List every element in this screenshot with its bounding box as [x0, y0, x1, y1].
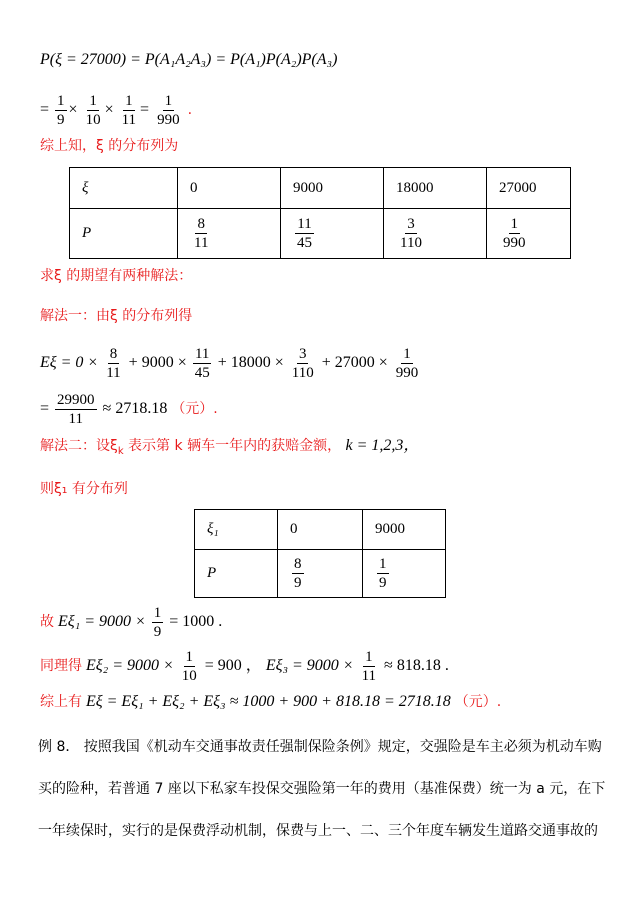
table-row: [195, 510, 446, 550]
expression: ≈ 2718.18: [102, 400, 168, 418]
fraction: $\frac{29900}{11}$: [57, 392, 95, 427]
fraction: $\frac{8}{11}$: [194, 216, 209, 251]
fraction: $\frac{11}{45}$: [297, 216, 312, 251]
table-cell-head: P: [70, 209, 178, 259]
fraction: $\frac{1}{11}$: [361, 649, 377, 684]
table-row: [70, 168, 571, 209]
table-cell: [278, 550, 363, 598]
table-cell: 0: [278, 510, 363, 550]
table-cell: [178, 209, 281, 259]
equals-sign: =: [40, 101, 50, 119]
expression: Eξ₁ = 9000 ×: [58, 613, 146, 631]
fraction: $\frac{3}{110}$: [291, 346, 314, 381]
table-cell: [281, 209, 384, 259]
expression: Eξ = 0 ×: [40, 354, 99, 372]
unit-label: （元）.: [454, 694, 502, 710]
fraction: $\frac{1}{990}$: [503, 216, 526, 251]
expression: Eξ = Eξ₁ + Eξ₂ + Eξ₃ ≈ 1000 + 900 + 818.18 = 2718.18: [86, 693, 451, 710]
fraction: $\frac{1}{10}$: [181, 649, 197, 684]
table-cell-head: P: [195, 550, 278, 598]
fraction: $\frac{1}{9}$: [153, 605, 162, 640]
table-cell: [487, 209, 571, 259]
fraction: $\frac{8}{11}$: [106, 346, 121, 381]
equation-e-xi1: [40, 604, 222, 641]
fraction: $\frac{1}{9}$: [379, 556, 387, 591]
equation-e-xi2-xi3: [40, 648, 449, 685]
table-cell: [384, 209, 487, 259]
fraction: $\frac{1}{11}$: [121, 93, 137, 128]
fraction: $\frac{1}{10}$: [85, 93, 101, 128]
fraction: $\frac{1}{990}$: [157, 93, 180, 128]
equation-total: [40, 692, 501, 712]
expression: + 9000 ×: [128, 354, 187, 372]
text: 表示第 k 辆车一年内的获赔金额，: [123, 438, 342, 454]
expression: = 1000 .: [169, 613, 223, 631]
table-cell-head: ξ₁: [195, 510, 278, 550]
unit-label: （元）.: [171, 401, 218, 418]
expression: + 18000 ×: [217, 354, 284, 372]
label: 同理得: [40, 658, 82, 675]
label: 综上有: [40, 694, 82, 710]
fraction: $\frac{11}{45}$: [194, 346, 210, 381]
table-cell: 9000: [281, 168, 384, 209]
equation-p-27000: P(ξ = 27000) = P(A₁A₂A₃) = P(A₁)P(A₂)P(A₃): [40, 51, 338, 68]
example-line-3: 一年续保时，实行的是保费浮动机制，保费与上一、二、三个年度车辆发生道路交通事故的: [38, 823, 598, 839]
table-cell: 27000: [487, 168, 571, 209]
table-row: [70, 209, 571, 259]
method1-heading: 解法一：由ξ 的分布列得: [40, 308, 193, 324]
method2-heading: [40, 436, 419, 462]
expression: ≈ 818.18 .: [384, 657, 449, 675]
fraction: $\frac{1}{9}$: [57, 93, 65, 128]
fraction: $\frac{3}{110}$: [400, 216, 422, 251]
expression: Eξ₂ = 9000 ×: [86, 657, 174, 675]
range-expression: k = 1,2,3，: [345, 437, 420, 454]
expression: = 900 ，: [204, 657, 262, 675]
subscript: k: [117, 445, 124, 457]
equation-result: [40, 391, 218, 428]
expectation-heading: 求ξ 的期望有两种解法：: [40, 268, 193, 284]
equation-product: = $\frac{1}{9}$ × $\frac{1}{10}$ × $\frac{1}{11}$ = $\frac{1}{990}$ .: [40, 93, 193, 128]
distribution-table-xi: [69, 167, 571, 259]
table-cell: [363, 550, 446, 598]
expression: + 27000 ×: [321, 354, 388, 372]
table-cell: 9000: [363, 510, 446, 550]
then-heading: 则ξ₁ 有分布列: [40, 481, 128, 497]
fraction: $\frac{1}{990}$: [395, 346, 419, 381]
fraction: $\frac{8}{9}$: [294, 556, 302, 591]
example-line-2: 买的险种，若普通 7 座以下私家车投保交强险第一年的费用（基准保费）统一为 a 元，在下: [38, 781, 606, 797]
equals-sign: =: [40, 400, 50, 418]
distribution-table-xi1: [194, 509, 446, 598]
text: 解法二：设ξ: [40, 438, 118, 454]
equation-expectation: [40, 345, 422, 382]
label: 故: [40, 614, 54, 631]
example-line-1: 例 8． 按照我国《机动车交通事故责任强制保险条例》规定，交强险是车主必须为机动车购: [38, 739, 602, 755]
table-cell: 0: [178, 168, 281, 209]
table-cell-head: ξ: [70, 168, 178, 209]
period: .: [187, 102, 193, 119]
expression: Eξ₃ = 9000 ×: [265, 657, 354, 675]
table-cell: 18000: [384, 168, 487, 209]
table-row: [195, 550, 446, 598]
summary-heading: 综上知，ξ 的分布列为: [40, 138, 179, 154]
